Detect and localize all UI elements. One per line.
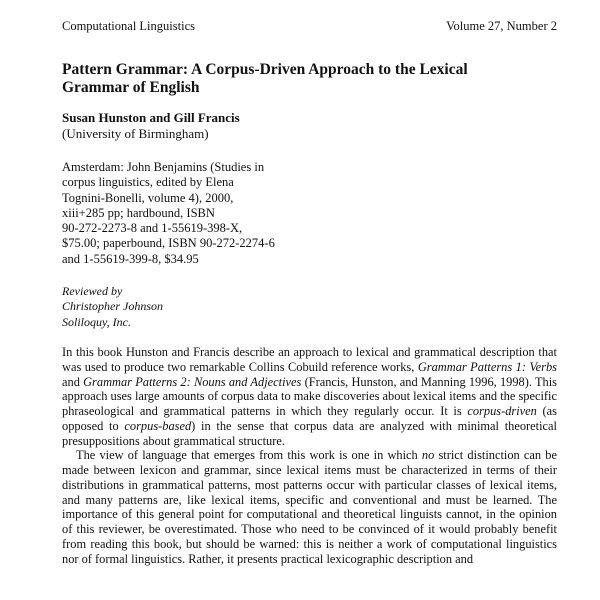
reviewer-affiliation: Soliloquy, Inc.: [62, 314, 131, 329]
text-run: and: [62, 374, 84, 389]
book-title-nouns: Grammar Patterns 2: Nouns and Adjectives: [83, 374, 302, 389]
reviewer-name: Christopher Johnson: [62, 299, 164, 314]
pubinfo-line: Amsterdam: John Benjamins (Studies in: [62, 160, 265, 174]
review-body: [62, 345, 557, 566]
pubinfo-line: corpus linguistics, edited by Elena: [62, 175, 234, 190]
title-line-2: Grammar of English: [62, 79, 200, 96]
book-title-verbs: Grammar Patterns 1: Verbs: [417, 359, 557, 374]
title-line-1: Pattern Grammar: A Corpus-Driven Approach to the Lexical: [62, 61, 468, 78]
journal-name: Computational Linguistics: [62, 19, 195, 33]
text-run: The view of language that emerges from this work is one in which: [76, 448, 422, 463]
author-block: [62, 110, 240, 142]
author-names: Susan Hunston and Gill Francis: [62, 110, 240, 125]
pubinfo-line: and 1-55619-399-8, $34.95: [62, 251, 199, 266]
pubinfo-line: $75.00; paperbound, ISBN 90-272-2274-6: [62, 236, 275, 251]
text-run: strict distinction can be made between lexicon and grammar, since lexical items must be characterized in terms of their distributions in grammatical patterns, most patterns occur with particular classes of lexical items, and many patterns are, like lexical items, specific and conventional and must be learned. The importance of this general point for computational and theoretical linguists cannot, in the opinion of this reviewer, be overestimated. Those who need to be convinced of it would probably benefit from reading this book, but should be warned: this is neither a work of computational linguistics nor of formal linguistics. Rather, it presents practical lexicographic description and: [62, 448, 557, 566]
reviewer-block: [62, 284, 163, 330]
emphasis-term: corpus-driven: [467, 404, 537, 418]
text-run: In this book Hunston and Francis describe an approach to lexical and grammatical description that was used to produce two remarkable Collins Cobuild reference works,: [62, 345, 557, 374]
publication-info: [62, 160, 275, 267]
pubinfo-line: xiii+285 pp; hardbound, ISBN: [62, 205, 215, 220]
emphasis-term: no: [421, 448, 435, 463]
text-run: ) in the sense that corpus data are analyzed with minimal theoretical presuppositions about grammatical structure.: [62, 418, 557, 448]
emphasis-term: corpus-based: [124, 418, 192, 433]
body-paragraph-2: [62, 448, 557, 566]
reviewed-by-label: Reviewed by: [62, 284, 123, 298]
text-run: (Francis, Hunston, and Manning 1996, 1998). This approach uses large amounts of corpus data to make discoveries about lexical items and the specific phraseological and grammatical patterns in which they regularly occur. It is: [62, 374, 557, 418]
running-head: [62, 19, 557, 34]
pubinfo-line: 90-272-2273-8 and 1-55619-398-X,: [62, 221, 243, 236]
volume-number: Volume 27, Number 2: [446, 19, 557, 33]
article-title: [62, 61, 532, 97]
pubinfo-line: Tognini-Bonelli, volume 4), 2000,: [62, 190, 234, 205]
author-affiliation: (University of Birmingham): [62, 126, 209, 141]
text-run: (as opposed to: [62, 404, 557, 433]
article-page: [62, 0, 557, 600]
body-paragraph-1: [62, 345, 557, 448]
